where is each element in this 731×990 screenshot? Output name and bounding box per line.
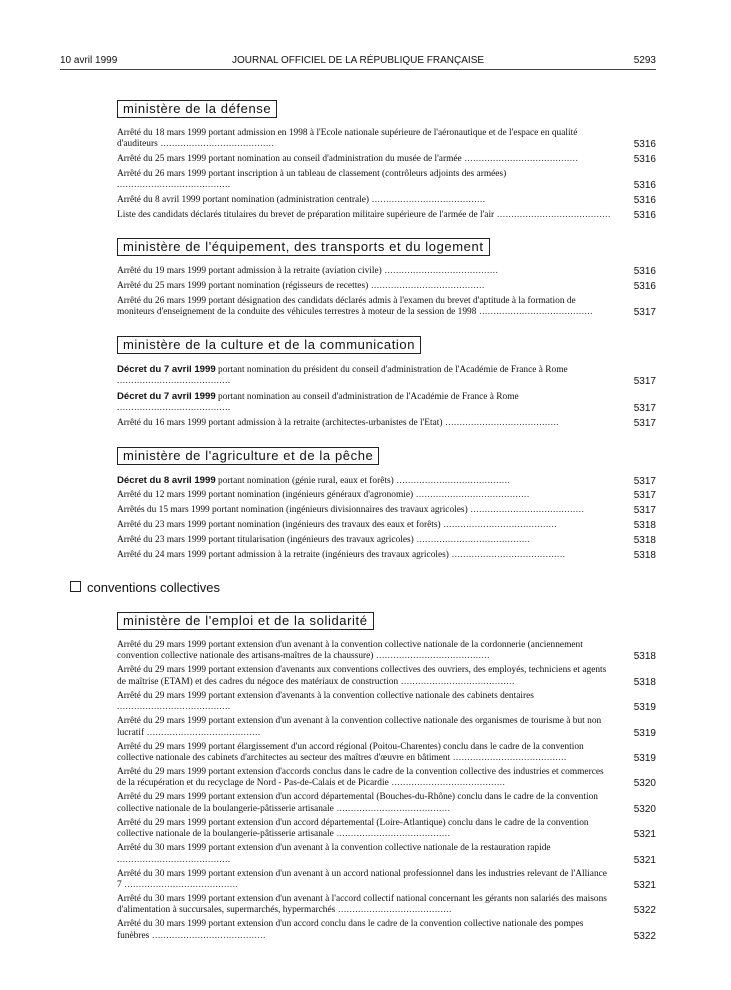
entry-page-number: 5320	[633, 803, 656, 815]
checkbox-square-icon	[70, 581, 81, 592]
toc-entry-text	[117, 210, 612, 221]
toc-entry[interactable]	[117, 169, 656, 192]
toc-entry-text	[117, 281, 612, 292]
toc-entry[interactable]	[117, 195, 656, 206]
entry-list	[117, 266, 656, 318]
entry-title: Arrêté du 24 mars 1999 portant admission à la retraite (ingénieurs des travaux agricoles)	[117, 549, 449, 560]
leader-dots: ........................................	[149, 930, 266, 941]
toc-entry[interactable]	[117, 919, 656, 942]
toc-entry-text	[117, 391, 612, 415]
toc-entry[interactable]	[117, 266, 656, 277]
leader-dots: ........................................	[398, 676, 515, 687]
entry-title: Arrêté du 23 mars 1999 portant nomination (ingénieurs des travaux des eaux et forêts)	[117, 520, 441, 531]
leader-dots: ........................................	[381, 266, 499, 277]
category-label: conventions collectives	[87, 580, 220, 595]
entry-title: Arrêtés du 15 mars 1999 portant nomination (ingénieurs divisionnaires des travaux agricoles)	[117, 505, 468, 516]
ministry-heading: ministère de la culture et de la communication	[117, 336, 421, 354]
entry-page-number: 5322	[633, 905, 656, 917]
entry-page-number: 5321	[633, 829, 656, 841]
toc-entry-text	[117, 154, 612, 165]
leader-dots: ........................................	[144, 727, 261, 738]
entry-page-number: 5318	[633, 549, 656, 561]
toc-entry-text	[117, 490, 612, 501]
entry-title: Arrêté du 25 mars 1999 portant nomination (régisseurs de recettes)	[117, 281, 369, 292]
entry-page-number: 5321	[633, 880, 656, 892]
leader-dots: ........................................	[494, 210, 611, 220]
entry-page-number: 5318	[633, 676, 656, 688]
entry-title: portant nomination au conseil d'administration de l'Académie de France à Rome	[215, 392, 519, 403]
toc-entry[interactable]	[117, 550, 656, 561]
toc-entry-text	[117, 266, 612, 277]
toc-entry[interactable]	[117, 490, 656, 501]
toc-entry-text	[117, 919, 612, 942]
toc-entry-text	[117, 767, 612, 790]
entry-title: Liste des candidats déclarés titulaires du brevet de préparation militaire supérieure de l'armée de l'air	[117, 210, 495, 220]
entry-page-number: 5317	[633, 307, 656, 319]
entry-page-number: 5316	[633, 195, 656, 207]
toc-entry-text	[117, 364, 612, 388]
toc-entry-text	[117, 505, 612, 516]
entry-page-number: 5318	[633, 651, 656, 663]
leader-dots: ........................................	[117, 702, 231, 713]
ministries-list	[117, 100, 656, 578]
entry-title: Arrêté du 25 mars 1999 portant nomination au conseil d'administration du musée de l'armée	[117, 154, 462, 165]
conventions-list	[117, 612, 656, 945]
entry-page-number: 5317	[633, 403, 656, 415]
toc-entry[interactable]	[117, 742, 656, 765]
leader-dots: ........................................	[440, 520, 558, 531]
header-date: 10 avril 1999	[60, 55, 118, 66]
entry-title: Arrêté du 30 mars 1999 portant extension d'un avenant à la convention collective nationale de la restauration rapide	[117, 843, 551, 854]
entry-page-number: 5322	[633, 930, 656, 942]
decree-lead: Décret du 7 avril 1999	[117, 363, 216, 375]
entry-page-number: 5319	[633, 753, 656, 765]
ministry-section	[117, 100, 656, 221]
entry-list	[117, 128, 656, 221]
toc-entry-text	[117, 665, 612, 688]
leader-dots: ........................................	[467, 505, 585, 516]
toc-entry-text	[117, 296, 612, 319]
toc-entry[interactable]	[117, 818, 656, 841]
entry-page-number: 5317	[633, 475, 656, 487]
leader-dots: ........................................	[450, 753, 567, 764]
toc-entry[interactable]	[117, 843, 656, 866]
entry-page-number: 5316	[633, 210, 656, 221]
ministry-heading: ministère de l'emploi et de la solidarité	[117, 612, 374, 630]
leader-dots: ........................................	[157, 139, 275, 150]
entry-title: Arrêté du 26 mars 1999 portant inscription à un tableau de classement (contrôleurs adjoints des armées)	[117, 169, 507, 179]
toc-entry-text	[117, 520, 612, 531]
leader-dots: ........................................	[121, 880, 239, 891]
header-page-number: 5293	[633, 55, 656, 66]
toc-entry-text	[117, 128, 612, 151]
entry-title: portant nomination du président du conseil d'administration de l'Académie de France à Rome	[215, 364, 568, 375]
entry-title: Arrêté du 29 mars 1999 portant extension d'un accord départemental (Bouches-du-Rhône) conclu dans le cadre de la convention collective nationale de la boulangerie-pâtisserie artisanale	[117, 792, 598, 814]
entry-title: Arrêté du 30 mars 1999 portant extension d'un avenant à l'accord collectif national concernant les gérants non salariés des maisons d'alimentation à succursales, supermarchés, hypermarchés	[117, 894, 607, 916]
entry-title: Arrêté du 8 avril 1999 portant nomination (administration centrale)	[117, 195, 370, 206]
toc-entry[interactable]	[117, 281, 656, 292]
entry-title: Arrêté du 29 mars 1999 portant extension d'un avenant à la convention collective nationale de la cordonnerie (anciennement convention collective nationale des artisans-maîtres de la chaussure)	[117, 640, 583, 662]
toc-entry-text	[117, 169, 612, 192]
toc-entry-text	[117, 716, 612, 739]
entry-page-number: 5316	[633, 266, 656, 278]
toc-entry[interactable]	[117, 210, 656, 221]
leader-dots: ........................................	[117, 180, 231, 191]
entry-page-number: 5318	[633, 534, 656, 546]
entry-page-number: 5316	[633, 154, 656, 166]
entry-page-number: 5317	[633, 376, 656, 388]
toc-entry-text	[117, 843, 612, 866]
entry-page-number: 5316	[633, 180, 656, 192]
leader-dots: ........................................	[117, 376, 231, 387]
entry-title: Arrêté du 19 mars 1999 portant admission à la retraite (aviation civile)	[117, 266, 382, 277]
entry-page-number: 5318	[633, 520, 656, 532]
toc-entry[interactable]	[117, 364, 656, 388]
toc-entry[interactable]	[117, 391, 656, 415]
leader-dots: ........................................	[413, 490, 530, 501]
toc-entry[interactable]	[117, 296, 656, 319]
header-rule	[60, 69, 656, 70]
entry-title: Arrêté du 23 mars 1999 portant titularisation (ingénieurs des travaux agricoles)	[117, 534, 414, 545]
toc-entry-text	[117, 640, 612, 663]
leader-dots: ........................................	[448, 549, 566, 560]
ministry-heading: ministère de la défense	[117, 100, 277, 118]
toc-entry[interactable]	[117, 716, 656, 739]
toc-entry[interactable]	[117, 894, 656, 917]
leader-dots: ........................................	[388, 778, 506, 789]
toc-entry[interactable]	[117, 475, 656, 487]
toc-entry[interactable]	[117, 535, 656, 546]
ministry-heading: ministère de l'agriculture et de la pêche	[117, 447, 379, 465]
entry-title: Arrêté du 12 mars 1999 portant nomination (ingénieurs généraux d'agronomie)	[117, 490, 414, 501]
ministry-section	[117, 447, 656, 561]
entry-page-number: 5316	[633, 139, 656, 151]
leader-dots: ........................................	[117, 403, 231, 414]
entry-title: Arrêté du 30 mars 1999 portant extension d'un accord conclu dans le cadre de la convention collective nationale des pompes funèbres	[117, 919, 584, 941]
entry-title: Arrêté du 18 mars 1999 portant admission en 1998 à l'Ecole nationale supérieure de l'aéronautique et de l'espace en qualité d'auditeurs	[117, 128, 578, 150]
toc-entry[interactable]	[117, 691, 656, 714]
toc-entry-text	[117, 792, 612, 815]
toc-entry[interactable]	[117, 792, 656, 815]
entry-page-number: 5319	[633, 702, 656, 714]
toc-entry-text	[117, 550, 612, 561]
toc-entry-text	[117, 742, 612, 765]
toc-entry-text	[117, 894, 612, 917]
leader-dots: ........................................	[369, 195, 486, 206]
decree-lead: Décret du 7 avril 1999	[117, 391, 216, 403]
entry-title: Arrêté du 29 mars 1999 portant élargissement d'un accord régional (Poitou-Charentes) conclu dans le cadre de la convention collective nationale des cabinets d'architectes au secteur des maîtres d'œuvre en bâtiment	[117, 741, 584, 764]
toc-entry[interactable]	[117, 665, 656, 688]
toc-entry[interactable]	[117, 128, 656, 151]
toc-entry-text	[117, 475, 612, 487]
toc-entry-text	[117, 869, 612, 892]
leader-dots: ........................................	[335, 905, 452, 916]
ministry-section	[117, 336, 656, 430]
toc-entry[interactable]	[117, 418, 656, 429]
entry-title: Arrêté du 26 mars 1999 portant désignation des candidats déclarés admis à l'examen du brevet d'aptitude à la formation de moniteurs d'enseignement de la conduite des véhicules terrestres à moteur de la session de 1998	[117, 296, 576, 318]
toc-entry[interactable]	[117, 505, 656, 516]
toc-entry[interactable]	[117, 767, 656, 790]
entry-title: Arrêté du 29 mars 1999 portant extension d'accords conclus dans le cadre de la convention collective des industries et commerces de la récupération et du recyclage de Nord - Pas-de-Calais et de Picardie	[117, 767, 604, 789]
leader-dots: ........................................	[368, 281, 485, 292]
entry-page-number: 5317	[633, 418, 656, 430]
toc-entry[interactable]	[117, 869, 656, 892]
leader-dots: ........................................	[442, 418, 560, 429]
toc-entry[interactable]	[117, 640, 656, 663]
entry-page-number: 5321	[633, 854, 656, 866]
leader-dots: ........................................	[461, 154, 579, 165]
category-heading	[70, 580, 220, 595]
page-header	[60, 55, 656, 69]
entry-page-number: 5317	[633, 490, 656, 502]
entry-list	[117, 640, 656, 942]
entry-list	[117, 475, 656, 561]
ministry-section	[117, 238, 656, 318]
entry-title: Arrêté du 29 mars 1999 portant extension d'un avenant à la convention collective nationale des organismes de tourisme à but non lucratif	[117, 716, 602, 738]
entry-title: portant nomination (génie rural, eaux et forêts)	[215, 475, 394, 486]
decree-lead: Décret du 8 avril 1999	[117, 474, 216, 486]
entry-page-number: 5319	[633, 727, 656, 739]
entry-page-number: 5317	[633, 505, 656, 517]
toc-entry[interactable]	[117, 520, 656, 531]
toc-entry-text	[117, 535, 612, 546]
entry-title: Arrêté du 29 mars 1999 portant extension d'avenants à la convention collective nationale des cabinets dentaires	[117, 690, 534, 701]
toc-entry-text	[117, 818, 612, 841]
leader-dots: ........................................	[333, 829, 451, 840]
entry-list	[117, 364, 656, 430]
leader-dots: ........................................	[413, 534, 531, 545]
leader-dots: ........................................	[333, 803, 451, 814]
entry-title: Arrêté du 16 mars 1999 portant admission à la retraite (architectes-urbanistes de l'Etat)	[117, 418, 443, 429]
toc-entry[interactable]	[117, 154, 656, 165]
entry-page-number: 5320	[633, 778, 656, 790]
entry-page-number: 5316	[633, 281, 656, 293]
leader-dots: ........................................	[117, 854, 231, 865]
entry-title: Arrêté du 30 mars 1999 portant extension d'un avenant à un accord national professionnel dans les industries relevant de l'Alliance 7	[117, 868, 607, 891]
toc-entry-text	[117, 418, 612, 429]
leader-dots: ........................................	[476, 307, 593, 318]
leader-dots: ........................................	[373, 651, 491, 662]
toc-entry-text	[117, 195, 612, 206]
leader-dots: ........................................	[393, 475, 511, 486]
ministry-heading: ministère de l'équipement, des transports et du logement	[117, 238, 490, 256]
header-journal-title: JOURNAL OFFICIEL DE LA RÉPUBLIQUE FRANÇAISE	[231, 55, 485, 66]
toc-entry-text	[117, 691, 612, 714]
entry-title: Arrêté du 29 mars 1999 portant extension d'avenants aux conventions collectives des ouvriers, des employés, techniciens et agents de maîtrise (ETAM) et des cadres du négoce des matériaux de construction	[117, 665, 607, 687]
entry-title: Arrêté du 29 mars 1999 portant extension d'un accord départemental (Loire-Atlantique) conclu dans le cadre de la convention collective nationale de la boulangerie-pâtisserie artisanale	[117, 817, 589, 840]
